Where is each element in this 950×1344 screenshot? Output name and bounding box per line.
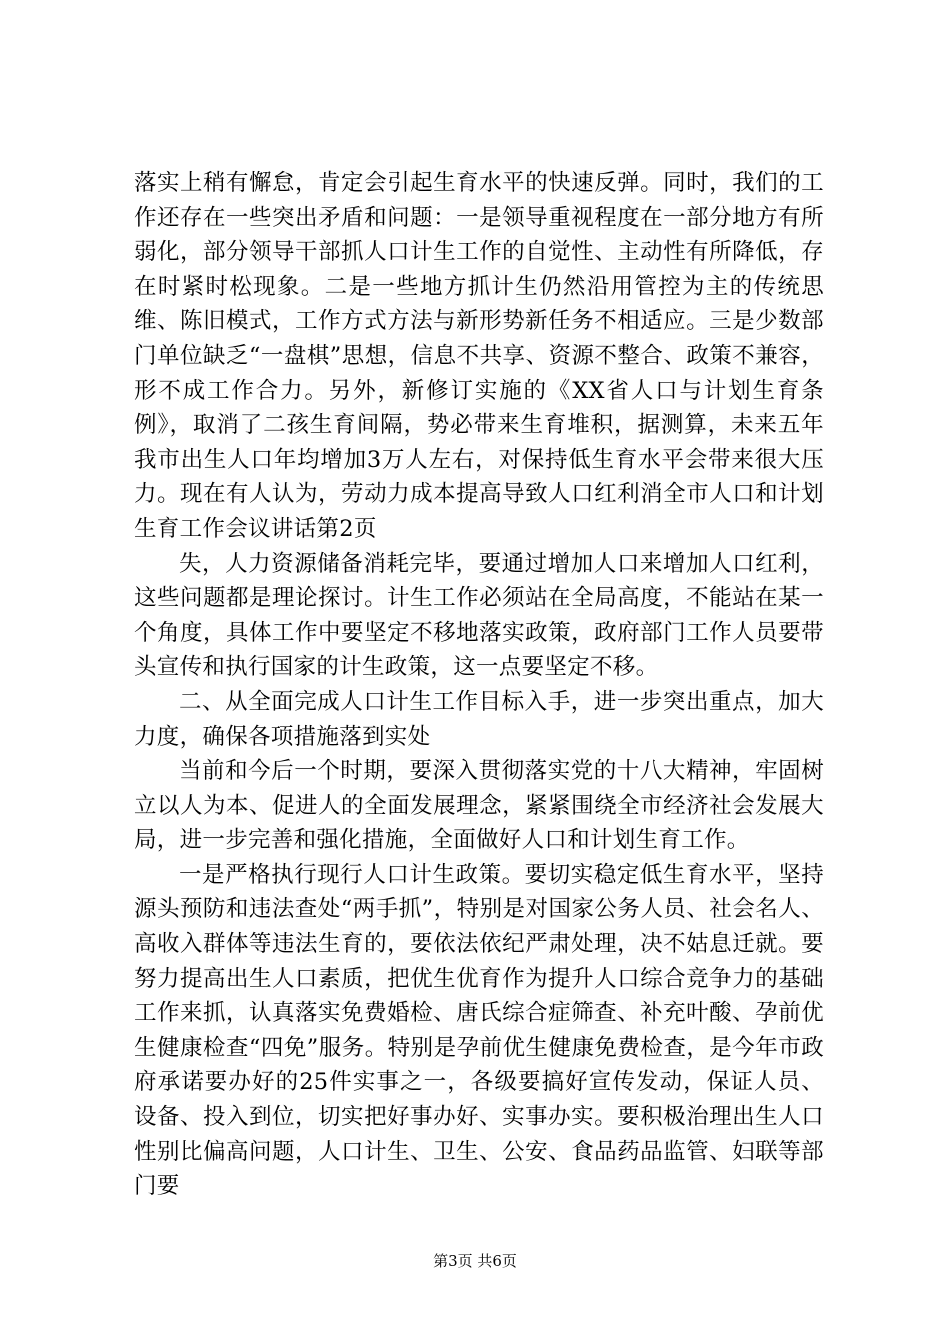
paragraph: 当前和今后一个时期，要深入贯彻落实党的十八大精神，牢固树立以人为本、促进人的全面发展理念，紧紧围绕全市经济社会发展大局，进一步完善和强化措施，全面做好人口和计划生育工作。 xyxy=(134,758,824,854)
document-body xyxy=(134,166,824,1204)
paragraph-continuation: 落实上稍有懈怠，肯定会引起生育水平的快速反弹。同时，我们的工作还存在一些突出矛盾和问题：一是领导重视程度在一部分地方有所弱化，部分领导干部抓人口计生工作的自觉性、主动性有所降低，存在时紧时松现象。二是一些地方抓计生仍然沿用管控为主的传统思维、陈旧模式，工作方式方法与新形势新任务不相适应。三是少数部门单位缺乏“一盘棋”思想，信息不共享、资源不整合、政策不兼容，形不成工作合力。另外，新修订实施的《XX省人口与计划生育条例》，取消了二孩生育间隔，势必带来生育堆积，据测算，未来五年我市出生人口年均增加3万人左右，对保持低生育水平会带来很大压力。现在有人认为，劳动力成本提高导致人口红利消全市人口和计划生育工作会议讲话第2页 xyxy=(134,170,824,542)
paragraph: 失，人力资源储备消耗完毕，要通过增加人口来增加人口红利，这些问题都是理论探讨。计生工作必须站在全局高度，不能站在某一个角度，具体工作中要坚定不移地落实政策，政府部门工作人员要带头宣传和执行国家的计生政策，这一点要坚定不移。 xyxy=(134,550,824,681)
section-heading: 二、从全面完成人口计生工作目标入手，进一步突出重点，加大力度，确保各项措施落到实处 xyxy=(134,688,824,750)
paragraph: 一是严格执行现行人口计生政策。要切实稳定低生育水平，坚持源头预防和违法查处“两手抓”，特别是对国家公务人员、社会名人、高收入群体等违法生育的，要依法依纪严肃处理，决不姑息迁就。要努力提高出生人口素质，把优生优育作为提升人口综合竞争力的基础工作来抓，认真落实免费婚检、唐氏综合症筛查、补充叶酸、孕前优生健康检查“四免”服务。特别是孕前优生健康免费检查，是今年市政府承诺要办好的25件实事之一，各级要搞好宣传发动，保证人员、设备、投入到位，切实把好事办好、实事办实。要积极治理出生人口性别比偏高问题，人口计生、卫生、公安、食品药品监管、妇联等部门要 xyxy=(134,861,824,1200)
page-number-footer: 第3页 共6页 xyxy=(433,1252,517,1270)
